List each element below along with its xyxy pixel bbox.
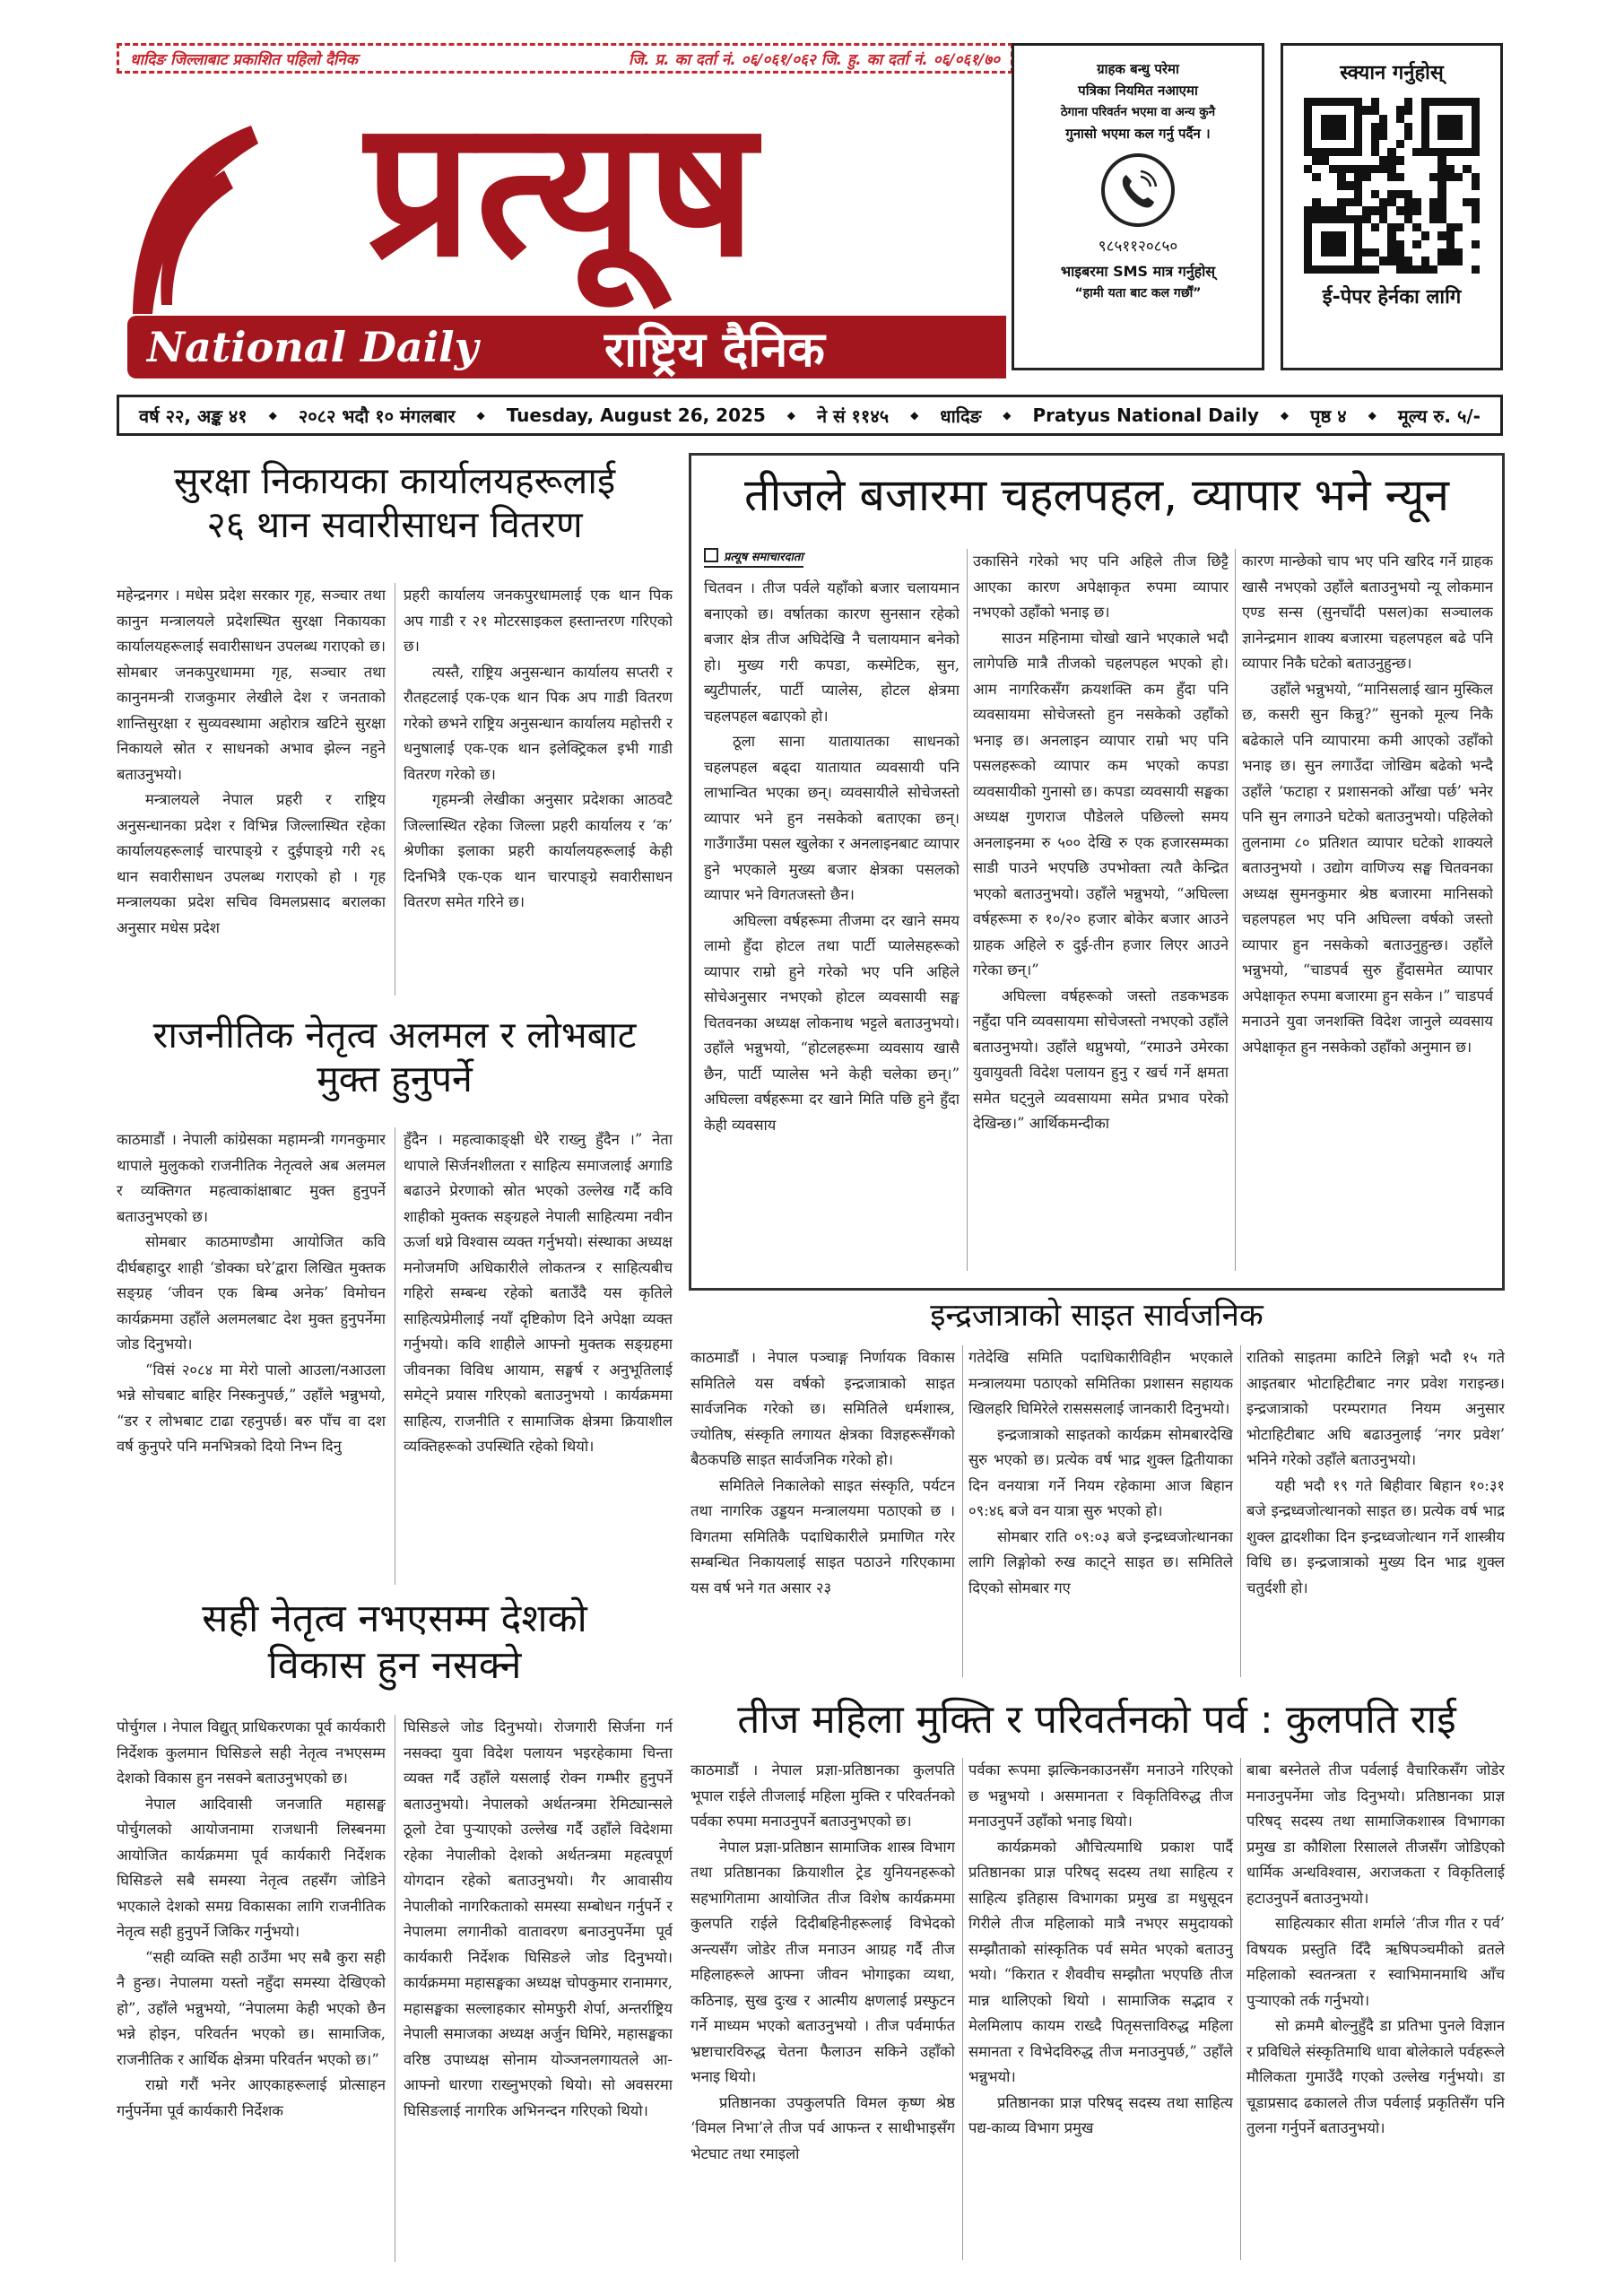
paragraph: पर्वका रूपमा झल्किनकाउनसँग मनाउने गरिएको छ भन्नुभयो । असमानता र विकृतिविरुद्ध तीज मनाउनुपर्ने उहाँको भनाइ थियो। <box>968 1761 1233 1830</box>
diamond-separator-icon: ◆ <box>786 409 796 422</box>
paragraph: इन्द्रजात्राको साइतको कार्यक्रम सोमबारदेखि सुरु भएको छ। प्रत्येक वर्ष भाद्र शुक्ल द्वितीयाका दिन वनयात्रा गर्ने नियम रहेकामा आज बिहान ०९:४६ बजे वन यात्रा सुरु भएको हो। <box>968 1425 1233 1519</box>
logo-wordmark: प्रत्यूष <box>365 77 760 299</box>
paragraph: नेपाल आदिवासी जनजाति महासङ्घ पोर्चुगलको आयोजनामा राजधानी लिस्बनमा आयोजित कार्यक्रममा पूर्व कार्यकारी निर्देशक घिसिङले सबै समस्या नेतृत्व तहसँग जोडिने भएकाले देशको समग्र विकासका लागि राजनीतिक नेतृत्व सही हुनुपर्ने जिकिर गर्नुभयो। <box>117 1795 386 1940</box>
masthead-registration-strip <box>117 43 1013 74</box>
leadership-body-col1 <box>117 1715 386 2269</box>
paragraph: अघिल्ला वर्षहरूको जस्तो तडकभडक नहुँदा पनि व्यवसायमा सोचेजस्तो नभएको उहाँले बताउनुभयो। उहाँले थप्नुभयो, “रमाउने उमेरका युवायुवती विदेश पलायन हुनु र खर्च गर्ने क्षमता समेत घट्नुले व्यवसायमा समेत प्रभाव परेको देखिन्छ।” आर्थिकमन्दीका <box>973 987 1229 1132</box>
paragraph: प्रतिष्ठानका प्राज्ञ परिषद् सदस्य तथा साहित्य पद्य-काव्य विभाग प्रमुख <box>968 2093 1233 2136</box>
nepal-sambat: ने सं ११४५ <box>816 404 890 427</box>
indrajatra-body-col3 <box>1246 1345 1505 1686</box>
paragraph: उकासिने गरेको भए पनि अहिले तीज छिट्टै आएका कारण अपेक्षाकृत रुपमा व्यापार नभएको उहाँको भनाइ छ। <box>973 552 1229 621</box>
logo-english: National Daily <box>147 323 479 371</box>
qr-box <box>1281 43 1503 370</box>
paragraph: प्रतिष्ठानका उपकुलपति विमल कृष्ण श्रेष्ठ ‘विमल निभा’ले तीज पर्व आफन्त र साथीभाइसँग भेटघाट तथा रमाइलो <box>690 2093 955 2162</box>
column-rule <box>1240 1345 1241 1677</box>
politics-headline-line1: राजनीतिक नेतृत्व अलमल र लोभबाट <box>152 1013 637 1057</box>
paragraph: चितवन । तीज पर्वले यहाँको बजार चलायमान बनाएको छ। वर्षातका कारण सुनसान रहेको बजार क्षेत्र तीज अघिदेखि नै चलायमान बनेको हो। मुख्य गरी कपडा, कस्मेटिक, सुन, ब्युटीपार्लर, पार्टी प्यालेस, होटल क्षेत्रमा चहलपहल बढाएको हो। <box>704 579 960 725</box>
teej-women-headline: तीज महिला मुक्ति र परिवर्तनको पर्व : कुलपति राई <box>737 1697 1456 1743</box>
paragraph: कार्यक्रमको औचित्यमाथि प्रकाश पार्दै प्रतिष्ठानका प्राज्ञ परिषद् सदस्य तथा साहित्य र साहित्य इतिहास विभागका प्रमुख डा मधुसूदन गिरीले तीज महिलाको मात्रै नभएर समुदायको सम्झौताको सांस्कृतिक पर्व समेत भएको बताउनु भयो। “किरात र शैववीच सम्झौता भएपछि तीज मान्न थालिएको थियो । सामाजिक सद्भाव र मेलमिलाप कायम राख्दै पितृसत्ताविरुद्ध महिला समानता र विभेदविरुद्ध तीज मनाउनुपर्छ,” उहाँले भन्नुभयो। <box>968 1838 1233 2085</box>
paragraph: “विसं २०८४ मा मेरो पालो आउला/नआउला भन्ने सोचबाट बाहिर निस्कनुपर्छ,” उहाँले भन्नुभयो, “डर र लोभबाट टाढा रहनुपर्छ। बरु पाँच वा दश वर्ष कुनुपरे पनि मनभित्रको दियो निभ्न दिनु <box>117 1361 386 1455</box>
column-rule <box>962 1345 963 1677</box>
teej-women-body-col1 <box>690 1758 955 2269</box>
phone-number: ९८५११२०८५० <box>1098 238 1178 256</box>
paragraph: घिसिङले जोड दिनुभयो। रोजगारी सिर्जना गर्न नसक्दा युवा विदेश पलायन भइरहेकामा चिन्ता व्यक्त गर्दै उहाँले यसलाई रोक्न गम्भीर हुनुपर्ने बताउनुभयो। नेपालको अर्थतन्त्रमा रेमिट्यान्सले ठूलो टेवा पुऱ्याएको उल्लेख गर्दै उहाँले विदेशमा रहेका नेपालीको देशको अर्थतन्त्रमा महत्वपूर्ण योगदान रहेको बताउनुभयो। गैर आवासीय नेपालीको नागरिकताको समस्या सम्बोधन गर्नुपर्ने र नेपालमा लगानीको वातावरण बनाउनुपर्नेमा पूर्व कार्यकारी निर्देशक घिसिङले जोड दिनुभयो। कार्यक्रममा महासङ्घका अध्यक्ष चोपकुमार रानामगर, महासङ्घका सल्लाहकार सोमफुरी शेर्पा, अन्तर्राष्ट्रिय नेपाली समाजका अध्यक्ष अर्जुन घिमिरे, महासङ्घका वरिष्ठ उपाध्यक्ष सोनाम योञ्जनलगायतले आ-आफ्नो धारणा राख्नुभएको थियो। सो अवसरमा घिसिङलाई नागरिक अभिनन्दन गरिएको थियो। <box>404 1718 673 2119</box>
column-rule <box>967 549 968 1271</box>
paragraph: सो क्रममै बोल्नुहुँदै डा प्रतिभा पुनले विज्ञान र प्रविधिले संस्कृतिमाथि धावा बोलेकाले पर्वहरूले मौलिकता गुमाउँदै गएको उल्लेख गर्नुभयो। डा चूडाप्रसाद ढकालले तीज पर्वलाई प्रकृतिसँग पनि तुलना गर्नुपर्ने बताउनुभयो। <box>1246 2017 1505 2136</box>
teej-women-body-col2 <box>968 1758 1233 2269</box>
date-nepali: २०८२ भदौ १० मंगलबार <box>298 404 456 427</box>
issue-info-bar <box>117 395 1503 436</box>
logo-nepali: राष्ट्रिय दैनिक <box>604 321 825 378</box>
paragraph: प्रहरी कार्यालय जनकपुरधामलाई एक थान पिक अप गाडी र २१ मोटरसाइकल हस्तान्तरण गरिएको छ। <box>404 587 673 655</box>
paragraph: कारण मान्छेको चाप भए पनि खरिद गर्ने ग्राहक खासै नभएको उहाँले बताउनुभयो न्यू लोकमान एण्ड सन्स (सुनचाँदी पसल)का सञ्चालक ज्ञानेन्द्रमान शाक्य बजारमा चहलपहल बढे पनि व्यापार निकै घटेको बताउनुहुन्छ। <box>1242 552 1493 672</box>
paragraph: काठमाडौं । नेपाली कांग्रेसका महामन्त्री गगनकुमार थापाले मुलुकको राजनीतिक नेतृत्वले अब अलमल र व्यक्तिगत महत्वाकांक्षाबाट मुक्त हुनुपर्ने बताउनुभएको छ। <box>117 1131 386 1225</box>
volume-issue: वर्ष २२, अङ्क ४१ <box>138 404 248 427</box>
notice-slogan: “हामी यता बाट कल गर्छौं” <box>1074 286 1202 300</box>
price: मूल्य रु. ५/- <box>1397 404 1481 427</box>
teej-women-body-col3 <box>1246 1758 1505 2269</box>
diamond-separator-icon: ◆ <box>268 409 277 422</box>
viber-phone-icon <box>1101 153 1175 227</box>
politics-headline-line2: मुक्त हुनुपर्ने <box>317 1057 473 1101</box>
leadership-headline <box>117 1596 673 1689</box>
teej-body-col1 <box>704 576 960 1280</box>
teej-market-headline: तीजले बजारमा चहलपहल, व्यापार भने न्यून <box>743 469 1449 521</box>
publish-place: धादिङ <box>940 404 982 427</box>
indrajatra-body-col2 <box>968 1345 1233 1686</box>
leadership-headline-line1: सही नेतृत्व नभएसम्म देशको <box>202 1596 587 1641</box>
notice-line-3: ठेगाना परिवर्तन भएमा वा अन्य कुनै <box>1060 105 1216 119</box>
qr-caption: ई-पेपर हेर्नका लागि <box>1322 286 1462 309</box>
paragraph: गृहमन्त्री लेखीका अनुसार प्रदेशका आठवटै जिल्लास्थित रहेका जिल्ला प्रहरी कार्यालय र ‘क’ श्रेणीका इलाका प्रहरी कार्यालयहरूलाई केही दिनभित्रै एक-एक थान चारपाङ्ग्रे सवारीसाधन वितरण समेत गरिने छ। <box>404 791 673 910</box>
paper-name-english: Pratyus National Daily <box>1032 404 1259 426</box>
paragraph: राम्रो गरौं भनेर आएकाहरूलाई प्रोत्साहन गर्नुपर्नेमा पूर्व कार्यकारी निर्देशक <box>117 2076 386 2119</box>
paragraph: मन्त्रालयले नेपाल प्रहरी र राष्ट्रिय अनुसन्धानका प्रदेश र विभिन्न जिल्लास्थित रहेका कार्यालयहरूलाई चारपाङ्ग्रे र दुईपाङ्ग्रे गरी २६ थान सवारीसाधन उपलब्ध गराएको हो । गृह मन्त्रालयका प्रदेश सचिव विमलप्रसाद बरालका अनुसार मधेस प्रदेश <box>117 791 386 936</box>
indrajatra-headline: इन्द्रजात्राको साइत सार्वजनिक <box>930 1298 1264 1334</box>
paragraph: सोमबार राति ०९:०३ बजे इन्द्रध्वजोत्थानका लागि लिङ्गोको रुख काट्ने साइत छ। समितिले दिएको सोमबार गए <box>968 1527 1233 1596</box>
paragraph: उहाँले भन्नुभयो, “मानिसलाई खान मुस्किल छ, कसरी सुन किन्नु?” सुनको मूल्य निकै बढेकाले पनि व्यापारमा कमी आएको उहाँको भनाइ छ। सुन लगाउँदा जोखिम बढेको भन्दै उहाँले ‘फटाहा र प्रशासनको आँखा पर्छ’ भनेर पनि सुन लगाउने घटेको बताउनुभयो। पहिलेको तुलनामा ८० प्रतिशत व्यापार घटेको शाक्यले बताउनुभयो । उद्योग वाणिज्य सङ्घ चितवनका अध्यक्ष सुमनकुमार श्रेष्ठ बजारमा मानिसको चहलपहल भए पनि अघिल्ला वर्षको जस्तो व्यापार हुन नसकेको बताउनुहुन्छ। उहाँले भन्नुभयो, “चाडपर्व सुरु हुँदासमेत व्यापार अपेक्षाकृत रुपमा बजारमा हुन सकेन ।” चाडपर्व मनाउने युवा जनशक्ति विदेश जानुले व्यवसाय अपेक्षाकृत हुन नसकेको उहाँको अनुमान छ। <box>1242 680 1493 1056</box>
column-rule <box>1235 549 1236 1271</box>
qr-code-icon[interactable] <box>1304 98 1480 274</box>
paragraph: साहित्यकार सीता शर्माले ‘तीज गीत र पर्व’ विषयक प्रस्तुति दिँदै ऋषिपञ्चमीको व्रतले महिलाको स्वतन्त्रता र स्वाभिमानमाथि आँच पुऱ्याएको तर्क गर्नुभयो। <box>1246 1915 1505 2009</box>
paragraph: “सही व्यक्ति सही ठाउँमा भए सबै कुरा सही नै हुन्छ। नेपालमा यस्तो नहुँदा समस्या देखिएको हो”, उहाँले भन्नुभयो, “नेपालमा केही भएको छैन भन्ने होइन, परिवर्तन भएको छ। सामाजिक, राजनीतिक र आर्थिक क्षेत्रमा परिवर्तन भएको छ।” <box>117 1948 386 2068</box>
leadership-body-col2 <box>404 1715 673 2269</box>
diamond-separator-icon: ◆ <box>910 409 919 422</box>
politics-headline <box>117 1013 673 1101</box>
logo-band <box>127 316 1006 378</box>
column-rule <box>1240 1758 1241 2260</box>
qr-title: स्क्यान गर्नुहोस् <box>1340 62 1444 84</box>
paragraph: पोर्चुगल । नेपाल विद्युत् प्राधिकरणका पूर्व कार्यकारी निर्देशक कुलमान घिसिङले सही नेतृत्व नभएसम्म देशको विकास हुन नसक्ने बताउनुभएको छ। <box>117 1718 386 1787</box>
date-english: Tuesday, August 26, 2025 <box>506 404 766 426</box>
paragraph: गतेदेखि समिति पदाधिकारीविहीन भएकाले मन्त्रालयमा पठाएको समितिका प्रशासन सहायक खिलहरि घिमिरेले रासससलाई जानकारी दिनुभयो। <box>968 1349 1233 1417</box>
security-headline-line1: सुरक्षा निकायका कार्यालयहरूलाई <box>173 459 616 502</box>
column-rule <box>962 1758 963 2260</box>
tagline-right: जि. प्र. का दर्ता नं. ०६/०६१/०६२ जि. हु. का दर्ता नं. ०६/०६१/७० <box>628 50 1000 69</box>
security-headline-line2: २६ थान सवारीसाधन वितरण <box>206 503 583 547</box>
diamond-separator-icon: ◆ <box>1280 409 1290 422</box>
teej-body-col3 <box>1242 549 1493 1280</box>
security-headline <box>117 459 673 547</box>
page-number: पृष्ठ ४ <box>1310 404 1347 427</box>
teej-body-col2 <box>973 549 1229 1280</box>
leadership-headline-line2: विकास हुन नसक्ने <box>267 1642 522 1688</box>
byline-text: प्रत्यूष समाचारदाता <box>724 551 803 564</box>
diamond-separator-icon: ◆ <box>476 409 485 422</box>
notice-line-2: पत्रिका नियमित नआएमा <box>1078 83 1198 99</box>
security-body-col2 <box>404 583 673 1004</box>
paragraph: त्यस्तै, राष्ट्रिय अनुसन्धान कार्यालय सप्तरी र रौतहटलाई एक-एक थान पिक अप गाडी वितरण गरेको छभने राष्ट्रिय अनुसन्धान कार्यालय महोत्तरी र धनुषालाई एक-एक थान इलेक्ट्रिकल इभी गाडी वितरण गरेको छ। <box>404 663 673 783</box>
paragraph: समितिले निकालेको साइत संस्कृति, पर्यटन तथा नागरिक उड्डयन मन्त्रालयमा पठाएको छ । विगतमा समितिकै पदाधिकारीले प्रमाणित गरेर सम्बन्धित निकायलाई साइत पठाउने गरिएकामा यस वर्ष भने गत असार २३ <box>690 1476 955 1596</box>
paragraph: हुँदैन । महत्वाकाङ्क्षी धेरै राख्नु हुँदैन ।” नेता थापाले सिर्जनशीलता र साहित्य समाजलाई अगाडि बढाउने प्रेरणाको स्रोत भएको उल्लेख गर्दै कवि शाहीको मुक्तक सङ्ग्रहले नेपाली साहित्यमा नवीन ऊर्जा थप्ने विश्वास व्यक्त गर्नुभयो। संस्थाका अध्यक्ष मनोजमणि अधिकारीले लोकतन्त्र र साहित्यबीच गहिरो सम्बन्ध रहेको बताउँदै यस कृतिले साहित्यप्रेमीलाई नयाँ दृष्टिकोण दिने अपेक्षा व्यक्त गर्नुभयो। कवि शाहीले आफ्नो मुक्तक सङ्ग्रहमा जीवनका विविध आयाम, सङ्घर्ष र अनुभूतिलाई समेट्ने प्रयास गरिएको बताउनुभयो । कार्यक्रममा साहित्य, राजनीति र सामाजिक क्षेत्रमा क्रियाशील व्यक्तिहरूको उपस्थिति रहेको थियो। <box>404 1131 673 1455</box>
square-bullet-icon <box>704 548 718 562</box>
paragraph: काठमाडौं । नेपाल पञ्चाङ्ग निर्णायक विकास समितिले यस वर्षको इन्द्रजात्राको साइत सार्वजनिक गरेको छ। समितिले धर्मशास्त्र, ज्योतिष, संस्कृति लगायत क्षेत्रका विज्ञहरूसँगको बैठकपछि साइत सार्वजनिक गरेको हो। <box>690 1349 955 1468</box>
paragraph: ठूला साना यातायातका साधनको चहलपहल बढ्दा यातायात व्यवसायी पनि लाभान्वित भएका छन्। व्यवसायीले सोचेजस्तो व्यापार भने हुन नसकेको बताएका छन्। गाउँगाउँमा पसल खुलेका र अनलाइनबाट व्यापार हुने भएकाले मुख्य बजार क्षेत्रका पसलको व्यापार भने विगतजस्तो छैन। <box>704 733 960 903</box>
paragraph: नेपाल प्रज्ञा-प्रतिष्ठान सामाजिक शास्त्र विभाग तथा प्रतिष्ठानका क्रियाशील ट्रेड युनियनहरूको सहभागितामा आयोजित तीज विशेष कार्यक्रममा कुलपति राईले दिदीबहिनीहरूलाई विभेदको अन्त्यसँग जोडेर तीज मनाउन आग्रह गर्दै तीज महिलाहरूले आफ्ना जीवन भोगाइका व्यथा, कठिनाइ, सुख दुःख र आत्मीय क्षणलाई प्रस्फुटन गर्ने माध्यम भएको बताउनुभयो । तीज पर्वमार्फत भ्रष्टाचारविरुद्ध चेतना फैलाउन सकिने उहाँको भनाइ थियो। <box>690 1838 955 2085</box>
tagline-left: धादिङ जिल्लाबाट प्रकाशित पहिलो दैनिक <box>130 50 358 69</box>
sms-note: भाइबरमा SMS मात्र गर्नुहोस् <box>1060 263 1216 280</box>
indrajatra-body-col1 <box>690 1345 955 1686</box>
paragraph: महेन्द्रनगर । मधेस प्रदेश सरकार गृह, सञ्चार तथा कानुन मन्त्रालयले प्रदेशस्थित सुरक्षा निकायका कार्यालयहरूलाई सवारीसाधन उपलब्ध गराएको छ। सोमबार जनकपुरधाममा गृह, सञ्चार तथा कानुनमन्त्री राजकुमार लेखीले देश र जनताको शान्तिसुरक्षा र सुव्यवस्थामा अहोरात्र खटिने सुरक्षा निकायले स्रोत र साधनको अभाव झेल्न नहुने बताउनुभयो। <box>117 587 386 783</box>
paragraph: अघिल्ला वर्षहरूमा तीजमा दर खाने समय लामो हुँदा होटल तथा पार्टी प्यालेसहरूको व्यापार राम्रो हुने गरेको भए पनि अहिले सोचेअनुसार नभएको होटल व्यवसायी सङ्घ चितवनका अध्यक्ष लोकनाथ भट्टले बताउनुभयो। उहाँले भन्नुभयो, “होटलहरूमा व्यवसाय खासै छैन, पार्टी प्यालेस भने केही चलेका छन्।” अघिल्ला वर्षहरूमा दर खाने मिति पछि हुने हुँदा केही व्यवसाय <box>704 911 960 1134</box>
diamond-separator-icon: ◆ <box>1368 409 1376 422</box>
subscriber-notice-box <box>1012 43 1264 370</box>
paragraph: बाबा बस्नेतले तीज पर्वलाई वैचारिकसँग जोडेर मनाउनुपर्नेमा जोड दिनुभयो। प्रतिष्ठानका प्राज्ञ परिषद् सदस्य तथा सामाजिकशास्त्र विभागका प्रमुख डा कौशिला रिसालले तीजसँग जोडिएको धार्मिक अन्धविश्वास, अराजकता र विकृतिलाई हटाउनुपर्ने बताउनुभयो। <box>1246 1761 1505 1907</box>
notice-line-1: ग्राहक बन्धु परेमा <box>1097 61 1179 77</box>
security-body-col1 <box>117 583 386 1004</box>
notice-line-4: गुनासो भएमा कल गर्नु पर्दैन । <box>1065 126 1211 142</box>
paragraph: सोमबार काठमाण्डौमा आयोजित कवि दीर्घबहादुर शाही ‘डोक्का घरे’द्वारा लिखित मुक्तक सङ्ग्रह ‘जीवन एक बिम्ब अनेक’ विमोचन कार्यक्रममा उहाँले अलमलबाट देश मुक्त हुनुपर्नेमा जोड दिनुभयो। <box>117 1233 386 1352</box>
politics-body-col2 <box>404 1127 673 1594</box>
paragraph: यही भदौ १९ गते बिहीवार बिहान १०:३१ बजे इन्द्रध्वजोत्थानको साइत छ। प्रत्येक वर्ष भाद्र शुक्ल द्वादशीका दिन इन्द्रध्वजोत्थान गर्ने शास्त्रीय विधि छ। इन्द्रजात्राको मुख्य दिन भाद्र शुक्ल चतुर्दशी हो। <box>1246 1476 1505 1596</box>
paragraph: रातिको साइतमा काटिने लिङ्गो भदौ १५ गते आइतबार भोटाहिटीबाट नगर प्रवेश गराइन्छ। इन्द्रजात्राको परम्परागत नियम अनुसार भोटाहिटीबाट अघि बढाउनुलाई ‘नगर प्रवेश’ भनिने गरेको उहाँले बताउनुभयो। <box>1246 1349 1505 1468</box>
diamond-separator-icon: ◆ <box>1003 409 1012 422</box>
paragraph: साउन महिनामा चोखो खाने भएकाले भदौ लागेपछि मात्रै तीजको चहलपहल भएको हो। आम नागरिकसँग क्रयशक्ति कम हुँदा पनि व्यवसायमा सोचेजस्तो हुन नसकेको उहाँको भनाइ छ। अनलाइन व्यापार राम्रो भए पनि पसलहरूको व्यापार कम भएको कपडा व्यवसायीको गुनासो छ। कपडा व्यवसायी सङ्घका अध्यक्ष गुणराज पौडेलले पछिल्लो समय अनलाइनमा रु ५०० देखि रु एक हजारसम्मका साडी पाउने भएपछि उपभोक्ता त्यतै केन्द्रित भएको बताउनुभयो। उहाँले भन्नुभयो, “अघिल्ला वर्षहरूमा रु १०/२० हजार बोकेर बजार आउने ग्राहक अहिले रु दुई-तीन हजार लिएर आउने गरेका छन्।” <box>973 629 1229 978</box>
teej-byline <box>704 548 803 568</box>
politics-body-col1 <box>117 1127 386 1594</box>
paragraph: काठमाडौं । नेपाल प्रज्ञा-प्रतिष्ठानका कुलपति भूपाल राईले तीजलाई महिला मुक्ति र परिवर्तनको पर्वका रुपमा मनाउनुपर्ने बताउनुभएको छ। <box>690 1761 955 1830</box>
